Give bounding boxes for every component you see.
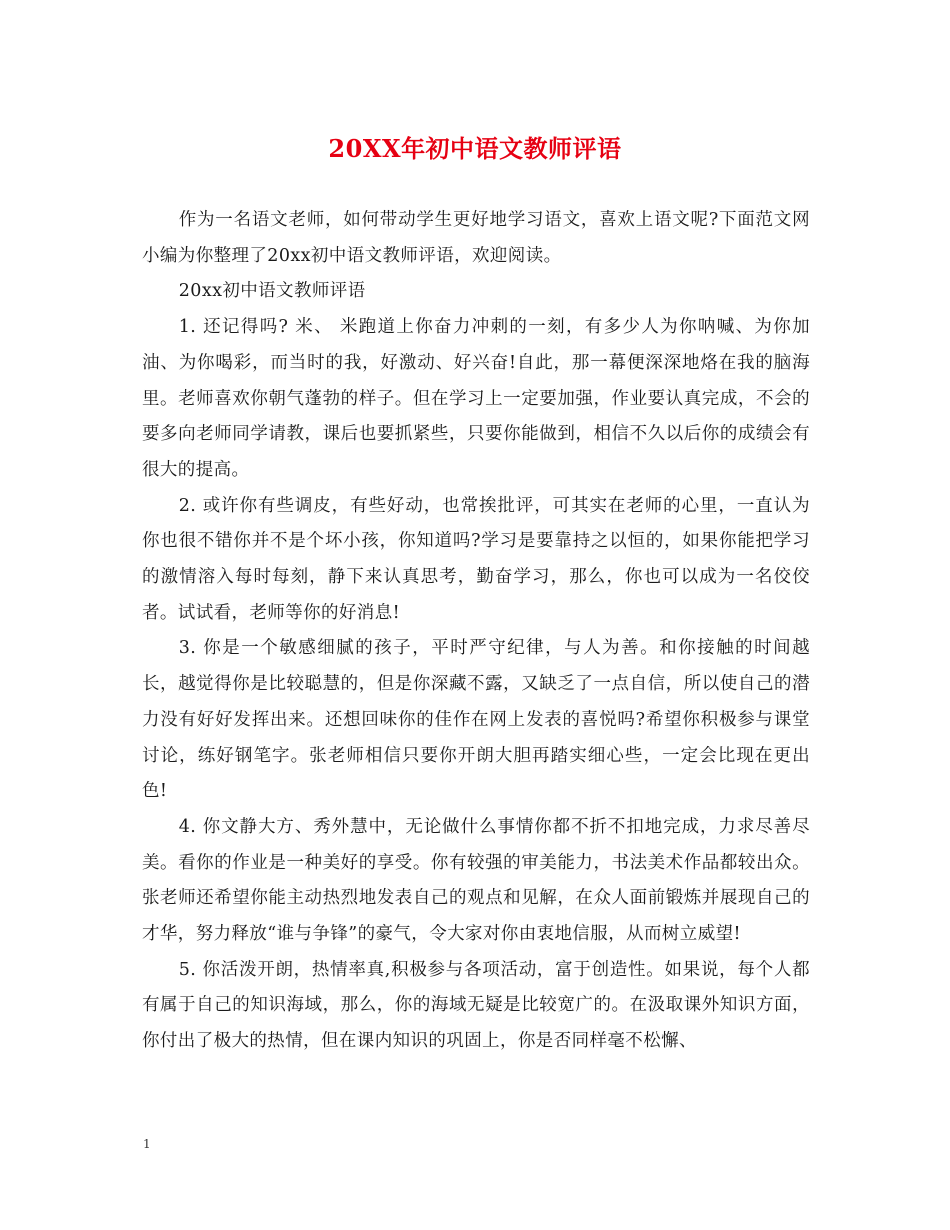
comment-paragraph-3: 3. 你是一个敏感细腻的孩子，平时严守纪律，与人为善。和你接触的时间越长，越觉得你是比较聪慧的，但是你深藏不露，又缺乏了一点自信，所以使自己的潜力没有好好发挥出来。还想回味你的佳作在网上发表的喜悦吗?希望你积极参与课堂讨论，练好钢笔字。张老师相信只要你开朗大胆再踏实细心些，一定会比现在更出色! (142, 638, 810, 802)
document-title: 20XX年初中语文教师评语 (328, 134, 622, 163)
page-number: 1 (143, 1137, 151, 1151)
comment-paragraph-4: 4. 你文静大方、秀外慧中，无论做什么事情你都不折不扣地完成，力求尽善尽美。看你的作业是一种美好的享受。你有较强的审美能力，书法美术作品都较出众。张老师还希望你能主动热烈地发表自己的观点和见解，在众人面前锻炼并展现自己的才华，努力释放“谁与争锋”的豪气，令大家对你由衷地信服，从而树立威望! (142, 816, 810, 945)
intro-paragraph: 作为一名语文老师，如何带动学生更好地学习语文，喜欢上语文呢?下面范文网小编为你整理了20xx初中语文教师评语，欢迎阅读。 (142, 210, 810, 266)
document-body (142, 203, 810, 1060)
comment-paragraph-1: 1. 还记得吗? 米、 米跑道上你奋力冲刺的一刻，有多少人为你呐喊、为你加油、为你喝彩，而当时的我，好激动、好兴奋!自此，那一幕便深深地烙在我的脑海里。老师喜欢你朝气蓬勃的样子。但在学习上一定要加强，作业要认真完成，不会的要多向老师同学请教，课后也要抓紧些，只要你能做到，相信不久以后你的成绩会有很大的提高。 (142, 317, 810, 480)
comment-paragraph-5: 5. 你活泼开朗，热情率真,积极参与各项活动，富于创造性。如果说，每个人都有属于自己的知识海域，那么，你的海域无疑是比较宽广的。在汲取课外知识方面，你付出了极大的热情，但在课内知识的巩固上，你是否同样毫不松懈、 (142, 959, 810, 1052)
comment-paragraph-2: 2. 或许你有些调皮，有些好动，也常挨批评，可其实在老师的心里，一直认为你也很不错你并不是个坏小孩，你知道吗?学习是要靠持之以恒的，如果你能把学习的激情溶入每时每刻，静下来认真思考，勤奋学习，那么，你也可以成为一名佼佼者。试试看，老师等你的好消息! (142, 495, 810, 623)
section-heading: 20xx初中语文教师评语 (178, 281, 366, 302)
